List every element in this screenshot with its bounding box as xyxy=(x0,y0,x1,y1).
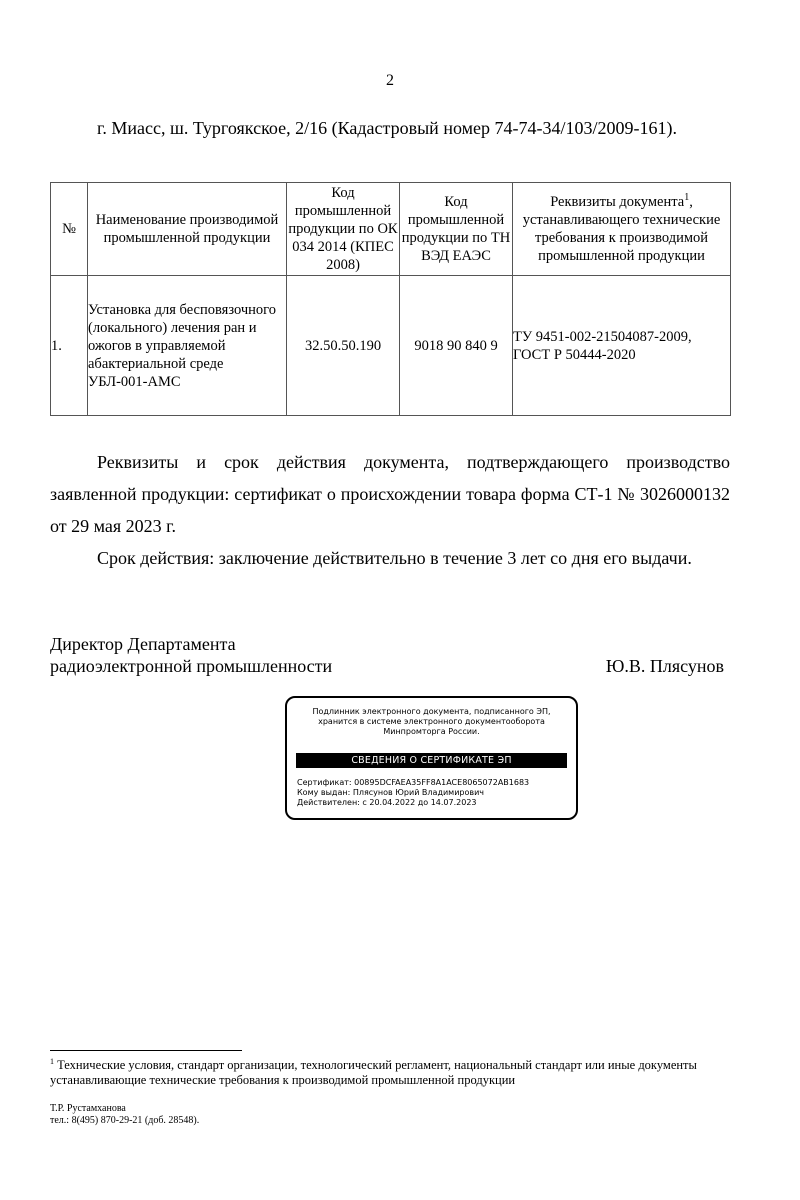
executor-info xyxy=(50,1103,199,1127)
signatory-title xyxy=(50,633,332,677)
row-document-requisites: ТУ 9451-002-21504087-2009, ГОСТ Р 50444-2020 xyxy=(513,276,731,416)
header-product-name: Наименование производимой промышленной продукции xyxy=(88,183,287,276)
stamp-header-bar: СВЕДЕНИЯ О СЕРТИФИКАТЕ ЭП xyxy=(296,753,567,768)
signatory-name: Ю.В. Плясунов xyxy=(605,656,724,676)
header-document-requisites xyxy=(513,183,731,276)
table-row xyxy=(51,276,731,416)
footnote-divider xyxy=(50,1050,242,1051)
executor-name: Т.Р. Рустамханова xyxy=(50,1103,126,1114)
header-requisites-suffix: , устанавливающего технические требования к производимой промышленной продукции xyxy=(522,194,721,264)
stamp-intro-line: хранится в системе электронного документооборота xyxy=(318,717,545,726)
table-header-row xyxy=(51,183,731,276)
header-tnved-code: Код промышленной продукции по ТН ВЭД ЕАЭС xyxy=(400,183,513,276)
footnote xyxy=(50,1058,740,1088)
footnote-text: Технические условия, стандарт организации, технологический регламент, национальный стандарт или иные документы устанавливающие технические требования к производимой промышленной продукции xyxy=(50,1058,697,1087)
executor-phone: тел.: 8(495) 870-29-21 (доб. 28548). xyxy=(50,1115,200,1126)
stamp-intro-line: Подлинник электронного документа, подписанного ЭП, xyxy=(312,707,551,716)
row-product-name: Установка для бесповязочного (локального) лечения ран и ожогов в управляемой абактериальной среде УБЛ-001-АМС xyxy=(88,276,287,416)
stamp-valid-period: Действителен: с 20.04.2022 до 14.07.2023 xyxy=(297,798,477,807)
address-line: г. Миасс, ш. Тургоякское, 2/16 (Кадастровый номер 74-74-34/103/2009-161). xyxy=(97,118,677,138)
page-number: 2 xyxy=(386,72,394,89)
stamp-details xyxy=(297,778,568,808)
certificate-paragraph: Реквизиты и срок действия документа, подтверждающего производство заявленной продукции: сертификат о происхождении товара форма СТ-1 № 3026000132 от 29 мая 2023 г. xyxy=(50,452,730,536)
footnote-ref-marker: 1 xyxy=(684,192,690,204)
stamp-certificate-number: Сертификат: 00895DCFAEA35FF8A1ACE8065072AB1683 xyxy=(297,778,530,787)
e-signature-stamp xyxy=(285,696,578,820)
stamp-issued-to: Кому выдан: Плясунов Юрий Владимирович xyxy=(297,788,485,797)
header-requisites-text: Реквизиты документа xyxy=(550,194,685,210)
validity-paragraph: Срок действия: заключение действительно в течение 3 лет со дня его выдачи. xyxy=(97,548,692,568)
signatory-title-line2: радиоэлектронной промышленности xyxy=(50,656,333,676)
stamp-intro-line: Минпромторга России. xyxy=(383,727,480,736)
row-tnved-code: 9018 90 840 9 xyxy=(400,276,513,416)
footnote-marker: 1 xyxy=(50,1056,54,1066)
row-number: 1. xyxy=(51,276,88,416)
header-number: № xyxy=(51,183,88,276)
header-okpd-code: Код промышленной продукции по ОК 034 2014 (КПЕС 2008) xyxy=(287,183,400,276)
products-table xyxy=(50,182,731,416)
stamp-intro xyxy=(295,707,568,737)
row-okpd-code: 32.50.50.190 xyxy=(287,276,400,416)
signatory-title-line1: Директор Департамента xyxy=(50,634,236,654)
